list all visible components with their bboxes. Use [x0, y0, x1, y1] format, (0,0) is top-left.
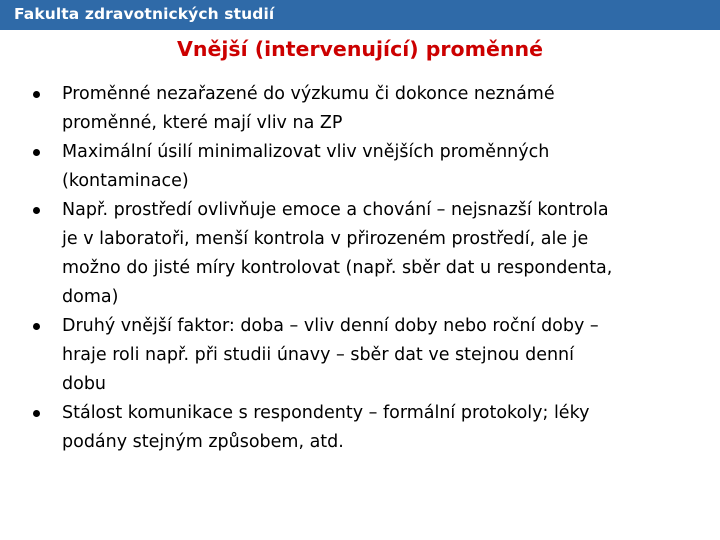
bullet-text: Např. prostředí ovlivňuje emoce a chování – nejsnazší kontrola je v laboratoři, menší kontrola v přirozeném prostředí, ale je možno do jisté míry kontrolovat (např. sběr dat u respondenta, doma) — [62, 200, 613, 307]
bullet-text: Stálost komunikace s respondenty – formální protokoly; léky podány stejným způsobem, atd. — [62, 403, 590, 452]
bullet-dot-icon — [33, 323, 40, 330]
bullet-dot-icon — [33, 149, 40, 156]
bullet-list — [0, 80, 720, 457]
bullet-text: Druhý vnější faktor: doba – vliv denní doby nebo roční doby – hraje roli např. při studii únavy – sběr dat ve stejnou denní dobu — [62, 316, 599, 394]
bullet-item — [0, 312, 720, 399]
bullet-item — [0, 399, 720, 457]
bullet-text: Proměnné nezařazené do výzkumu či dokonce neznámé proměnné, které mají vliv na ZP — [62, 84, 555, 133]
faculty-name: Fakulta zdravotnických studií — [14, 5, 275, 23]
bullet-dot-icon — [33, 410, 40, 417]
bullet-dot-icon — [33, 207, 40, 214]
bullet-text: Maximální úsilí minimalizovat vliv vnějších proměnných (kontaminace) — [62, 142, 550, 191]
bullet-item — [0, 196, 720, 312]
header-bar — [0, 0, 720, 30]
slide-title: Vnější (intervenující) proměnné — [177, 37, 543, 61]
bullet-item — [0, 138, 720, 196]
bullet-dot-icon — [33, 91, 40, 98]
bullet-item — [0, 80, 720, 138]
